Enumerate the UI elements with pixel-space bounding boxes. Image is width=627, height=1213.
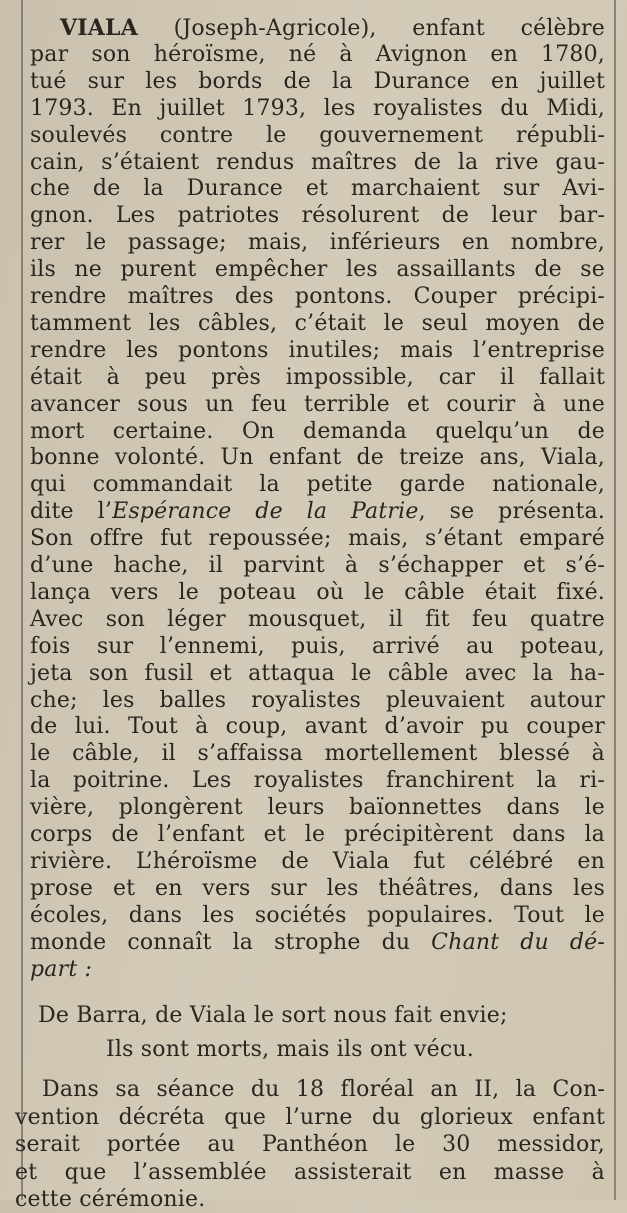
text-segment: tamment les câbles, c’était le seul moyen de: [30, 310, 605, 336]
text-segment: Ils sont morts, mais ils ont vécu.: [106, 1037, 474, 1062]
text-segment: Avec son léger mousquet, il fit feu quatre: [30, 606, 605, 632]
paragraph1-line: [30, 930, 605, 956]
text-segment: était à peu près impossible, car il fallait: [30, 364, 605, 390]
text-segment: écoles, dans les sociétés populaires. Tout le: [30, 902, 605, 928]
paragraph1-line: [30, 257, 605, 283]
text-segment: d’une hache, il parvint à s’échapper et s’é-: [30, 553, 605, 578]
paragraph1-line: [30, 795, 605, 821]
paragraph1-line: [30, 580, 605, 606]
paragraph1-line: [30, 96, 605, 122]
paragraph1-line: [30, 661, 605, 687]
text-segment: bonne volonté. Un enfant de treize ans, Viala,: [30, 445, 605, 471]
italic-text: Espérance de la Patrie: [112, 499, 419, 525]
paragraph1-line: [30, 176, 605, 202]
text-segment: mort certaine. On demanda quelqu’un de: [30, 418, 605, 444]
paragraph1-line: [30, 553, 605, 579]
text-segment: fois sur l’ennemi, puis, arrivé au poteau,: [30, 633, 605, 659]
text-segment: De Barra, de Viala le sort nous fait envie;: [38, 1003, 508, 1028]
paragraph1-line: [60, 15, 605, 41]
text-segment: vention décréta que l’urne du glorieux enfant: [15, 1104, 605, 1130]
paragraph2-line: [15, 1132, 605, 1158]
text-segment: cette cérémonie.: [15, 1187, 206, 1212]
paragraph1-line: [30, 472, 605, 498]
paragraph1-line: [30, 876, 605, 902]
paragraph1-line: [30, 526, 605, 552]
paragraph1-line: [30, 957, 92, 983]
text-segment: et que l’assemblée assisterait en masse à: [15, 1159, 605, 1185]
text-segment: le câble, il s’affaissa mortellement blessé à: [30, 741, 605, 767]
text-segment: jeta son fusil et attaqua le câble avec la ha-: [30, 660, 605, 686]
paragraph1-line: [30, 365, 605, 391]
text-segment: 1793. En juillet 1793, les royalistes du Midi,: [30, 95, 605, 121]
text-segment: monde connaît la strophe du: [30, 929, 432, 955]
text-segment: soulevés contre le gouvernement républi-: [30, 122, 605, 148]
text-segment: qui commandait la petite garde nationale,: [30, 472, 605, 498]
paragraph1-line: [30, 42, 605, 68]
paragraph1-line: [30, 903, 605, 929]
text-segment: che de la Durance et marchaient sur Avi-: [30, 176, 605, 202]
paragraph2-line: [15, 1160, 605, 1186]
text-segment: cain, s’étaient rendus maîtres de la rive gau-: [30, 149, 605, 175]
paragraph2-line: [42, 1077, 605, 1103]
paragraph1-line: [30, 392, 605, 418]
paragraph1-line: [30, 203, 605, 229]
text-segment: gnon. Les patriotes résolurent de leur bar-: [30, 203, 605, 229]
text-segment: dite l’: [30, 499, 113, 525]
paragraph2-line: [15, 1105, 605, 1131]
text-segment: par son héroïsme, né à Avignon en 1780,: [30, 41, 605, 67]
paragraph1-line: [30, 338, 605, 364]
paragraph1-line: [30, 607, 605, 633]
text-segment: rendre maîtres des pontons. Couper précipi-: [30, 284, 605, 309]
text-segment: che; les balles royalistes pleuvaient autour: [30, 687, 605, 713]
paragraph2-line: [15, 1187, 205, 1213]
paragraph1-line: [30, 714, 605, 740]
text-segment: rendre les pontons inutiles; mais l’entreprise: [30, 337, 605, 363]
paragraph1-line: [30, 741, 605, 767]
text-segment: lança vers le poteau où le câble était fixé.: [30, 579, 605, 605]
left-column-rule: [21, 0, 23, 1200]
paragraph1-line: [30, 822, 605, 848]
paragraph1-line: [30, 69, 605, 95]
paragraph1-line: [30, 499, 605, 525]
text-segment: de lui. Tout à coup, avant d’avoir pu couper: [30, 714, 605, 740]
verse-line: [38, 1003, 508, 1029]
paragraph1-line: [30, 849, 605, 875]
paragraph1-line: [30, 311, 605, 337]
headword: VIALA: [60, 15, 138, 41]
paragraph1-line: [30, 445, 605, 471]
paragraph1-line: [30, 284, 605, 310]
paragraph1-line: [30, 123, 605, 149]
text-segment: vière, plongèrent leurs baïonnettes dans le: [30, 795, 605, 821]
text-segment: la poitrine. Les royalistes franchirent la ri-: [30, 768, 605, 794]
text-segment: prose et en vers sur les théâtres, dans les: [30, 875, 605, 901]
text-segment: corps de l’enfant et le précipitèrent dans la: [30, 822, 605, 847]
paragraph1-line: [30, 419, 605, 445]
text-segment: tué sur les bords de la Durance en juillet: [30, 68, 605, 94]
paragraph1-line: [30, 768, 605, 794]
paragraph1-line: [30, 230, 605, 256]
verse-line: [106, 1037, 474, 1063]
paragraph1-line: [30, 634, 605, 660]
italic-text: Chant du dé-: [431, 929, 605, 955]
text-segment: , se présenta.: [418, 499, 606, 525]
text-segment: Son offre fut repoussée; mais, s’étant emparé: [30, 526, 605, 552]
text-segment: avancer sous un feu terrible et courir à une: [30, 391, 605, 417]
text-segment: (Joseph-Agricole), enfant célèbre: [137, 16, 605, 41]
paragraph1-line: [30, 150, 605, 176]
text-segment: rer le passage; mais, inférieurs en nombre,: [30, 230, 605, 256]
text-segment: serait portée au Panthéon le 30 messidor,: [15, 1132, 605, 1157]
text-segment: Dans sa séance du 18 floréal an II, la Con-: [42, 1077, 605, 1102]
text-segment: rivière. L’héroïsme de Viala fut célébré en: [30, 848, 605, 874]
right-column-rule: [614, 0, 616, 1200]
italic-text: part :: [30, 956, 93, 982]
text-segment: ils ne purent empêcher les assaillants de se: [30, 257, 605, 283]
paragraph1-line: [30, 688, 605, 714]
